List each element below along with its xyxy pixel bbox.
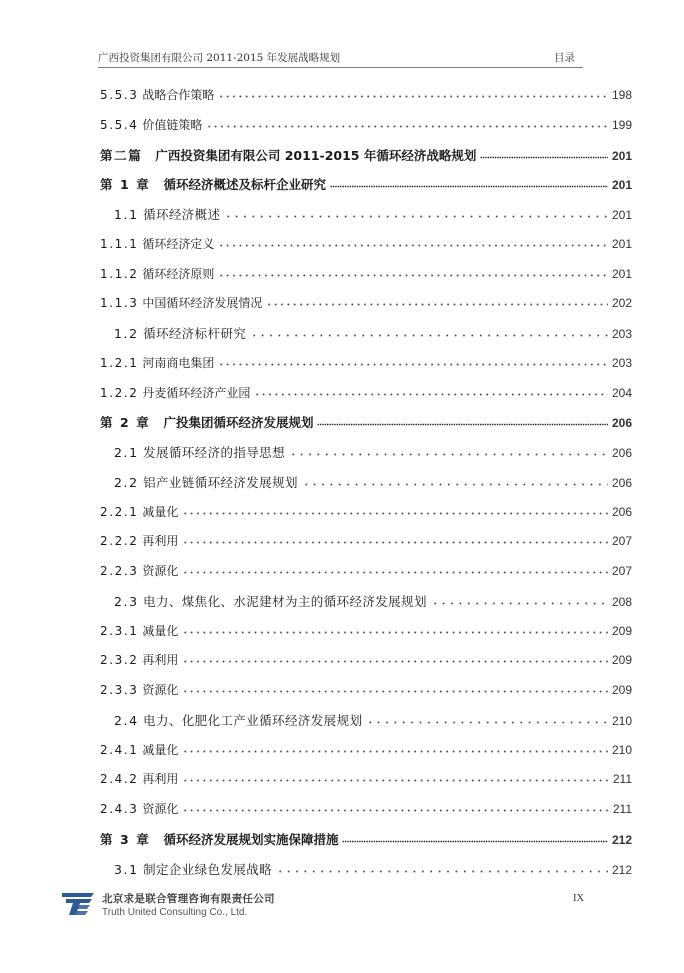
toc-leader-dots xyxy=(182,502,608,515)
toc-leader-dots xyxy=(302,473,608,486)
toc-entry-page: 204 xyxy=(611,386,632,400)
toc-entry[interactable] xyxy=(100,562,632,582)
toc-entry-page: 207 xyxy=(611,564,632,578)
toc-leader-dots xyxy=(182,531,608,544)
toc-entry-page: 211 xyxy=(612,772,632,786)
toc-leader-dots xyxy=(218,234,608,247)
toc-entry-label xyxy=(100,532,178,549)
toc-entry-number: 1.1 xyxy=(114,207,139,222)
toc-entry-page: 206 xyxy=(611,505,632,519)
toc-entry-label xyxy=(100,354,214,371)
toc-entry-number: 1.1.2 xyxy=(100,267,139,281)
toc-entry-title: 铝产业链循环经济发展规划 xyxy=(143,475,298,490)
toc-entry-number: 3.1 xyxy=(114,862,139,877)
toc-entry-page: 203 xyxy=(611,356,632,370)
toc-entry-title: 资源化 xyxy=(142,683,179,697)
toc-entry-page: 209 xyxy=(611,683,632,697)
toc-entry-number: 2.2.1 xyxy=(100,505,139,519)
toc-entry[interactable] xyxy=(100,532,632,552)
toc-entry-label xyxy=(100,562,178,579)
toc-entry-number: 2.3.1 xyxy=(100,624,139,638)
toc-entry-title: 广西投资集团有限公司 2011-2015 年循环经济战略规划 xyxy=(155,148,477,163)
toc-entry-title: 减量化 xyxy=(142,505,179,519)
toc-entry-number: 2.2 xyxy=(114,475,139,490)
toc-entry-label xyxy=(100,413,313,431)
toc-entry-page: 211 xyxy=(612,802,632,816)
toc-leader-dots xyxy=(206,115,608,128)
toc-entry[interactable] xyxy=(100,711,632,731)
toc-entry[interactable] xyxy=(100,205,632,225)
toc-leader-dots xyxy=(182,740,608,753)
toc-entry-page: 208 xyxy=(611,595,632,609)
page-number: IX xyxy=(573,893,585,904)
toc-entry[interactable] xyxy=(100,146,632,166)
toc-entry-label xyxy=(114,711,362,729)
toc-entry[interactable] xyxy=(100,443,632,463)
company-logo-icon xyxy=(60,889,98,917)
toc-leader-dots xyxy=(182,799,608,812)
toc-leader-dots xyxy=(224,205,608,218)
toc-entry[interactable] xyxy=(100,384,632,404)
toc-entry-label xyxy=(114,324,246,342)
toc-leader-dots xyxy=(480,146,608,159)
toc-entry-number: 2.2.2 xyxy=(100,534,139,548)
toc-entry[interactable] xyxy=(100,770,632,790)
toc-entry-page: 201 xyxy=(611,208,632,222)
toc-entry-title: 减量化 xyxy=(142,624,179,638)
toc-leader-dots xyxy=(342,830,607,843)
toc-entry-title: 价值链策略 xyxy=(142,118,203,132)
page-footer xyxy=(60,889,620,929)
toc-entry-label xyxy=(114,860,272,878)
toc-entry[interactable] xyxy=(100,830,632,850)
toc-entry-label xyxy=(100,622,178,639)
toc-entry-title: 电力、化肥化工产业循环经济发展规划 xyxy=(143,713,363,728)
toc-leader-dots xyxy=(182,769,608,782)
toc-entry-page: 203 xyxy=(611,327,632,341)
toc-leader-dots xyxy=(182,650,608,663)
toc-entry-label xyxy=(100,175,326,193)
toc-entry[interactable] xyxy=(100,592,632,612)
section-label: 目录 xyxy=(554,52,575,64)
toc-entry-label xyxy=(100,830,338,848)
toc-entry[interactable] xyxy=(100,265,632,285)
toc-entry-label xyxy=(114,205,220,223)
toc-entry-title: 再利用 xyxy=(142,772,179,786)
toc-entry-label xyxy=(100,503,178,520)
toc-entry[interactable] xyxy=(100,413,632,433)
toc-entry-label xyxy=(100,294,262,311)
toc-entry-title: 循环经济定义 xyxy=(142,237,215,251)
toc-entry-title: 中国循环经济发展情况 xyxy=(142,296,263,310)
toc-entry-label xyxy=(114,443,285,461)
toc-leader-dots xyxy=(254,383,608,396)
toc-leader-dots xyxy=(289,443,608,456)
toc-leader-dots xyxy=(317,413,607,426)
toc-entry-page: 201 xyxy=(611,267,632,281)
toc-leader-dots xyxy=(366,711,608,724)
toc-entry-title: 战略合作策略 xyxy=(142,88,215,102)
toc-entry-title: 河南商电集团 xyxy=(142,356,215,370)
toc-entry-title: 广投集团循环经济发展规划 xyxy=(163,415,314,430)
toc-entry-title: 循环经济发展规划实施保障措施 xyxy=(163,832,339,847)
toc-entry-label xyxy=(114,592,427,610)
toc-entry-number: 第 2 章 xyxy=(100,415,151,430)
toc-entry[interactable] xyxy=(100,741,632,761)
toc-entry-page: 209 xyxy=(611,624,632,638)
toc-entry-title: 减量化 xyxy=(142,743,179,757)
toc-entry-number: 2.4.3 xyxy=(100,802,139,816)
toc-leader-dots xyxy=(330,175,608,188)
toc-entry-page: 212 xyxy=(611,863,632,877)
toc-entry-label xyxy=(100,681,178,698)
toc-entry-title: 循环经济原则 xyxy=(142,267,215,281)
toc-entry-label xyxy=(100,116,202,133)
toc-entry-page: 206 xyxy=(611,416,632,430)
toc-entry-page: 212 xyxy=(611,833,632,847)
toc-entry-title: 循环经济标杆研究 xyxy=(143,326,247,341)
toc-leader-dots xyxy=(276,860,608,873)
toc-entry-title: 电力、煤焦化、水泥建材为主的循环经济发展规划 xyxy=(143,594,427,609)
toc-entry-number: 2.3.2 xyxy=(100,653,139,667)
toc-entry[interactable] xyxy=(100,294,632,314)
toc-entry[interactable] xyxy=(100,622,632,642)
toc-entry-number: 5.5.4 xyxy=(100,118,139,132)
toc-entry-number: 1.2.1 xyxy=(100,356,139,370)
toc-entry-page: 207 xyxy=(611,534,632,548)
toc-entry-number: 1.1.3 xyxy=(100,296,139,310)
toc-leader-dots xyxy=(218,264,608,277)
toc-entry-number: 2.1 xyxy=(114,445,139,460)
toc-leader-dots xyxy=(182,680,608,693)
toc-entry[interactable] xyxy=(100,354,632,374)
toc-entry-title: 循环经济概述 xyxy=(143,207,221,222)
toc-entry-label xyxy=(100,265,214,282)
toc-entry[interactable] xyxy=(100,503,632,523)
toc-entry-number: 第二篇 xyxy=(100,148,143,163)
toc-entry-label xyxy=(100,384,250,401)
toc-entry-number: 2.4.1 xyxy=(100,743,139,757)
toc-entry-page: 198 xyxy=(611,88,632,102)
toc-entry-label xyxy=(114,473,298,491)
toc-entry-number: 1.2 xyxy=(114,326,139,341)
toc-entry-page: 201 xyxy=(611,237,632,251)
toc-leader-dots xyxy=(266,293,608,306)
toc-entry[interactable] xyxy=(100,324,632,344)
toc-entry-number: 2.3.3 xyxy=(100,683,139,697)
toc-entry-number: 5.5.3 xyxy=(100,88,139,102)
toc-entry-number: 第 3 章 xyxy=(100,832,151,847)
toc-entry-label xyxy=(100,770,178,787)
company-name-en: Truth United Consulting Co., Ltd. xyxy=(102,907,248,918)
toc-leader-dots xyxy=(431,592,608,605)
company-name-cn: 北京求是联合管理咨询有限责任公司 xyxy=(102,893,275,905)
toc-leader-dots xyxy=(250,324,608,337)
toc-entry-page: 201 xyxy=(611,149,632,163)
page-header xyxy=(98,48,583,68)
toc-entry-page: 201 xyxy=(611,178,632,192)
toc-entry-label xyxy=(100,741,178,758)
toc-entry-title: 资源化 xyxy=(142,802,179,816)
toc-leader-dots xyxy=(218,85,608,98)
toc-leader-dots xyxy=(218,353,608,366)
toc-entry-number: 1.2.2 xyxy=(100,386,139,400)
toc-entry-title: 资源化 xyxy=(142,564,179,578)
toc-entry-page: 206 xyxy=(611,446,632,460)
toc-entry-number: 第 1 章 xyxy=(100,177,151,192)
toc-entry[interactable] xyxy=(100,116,632,136)
toc-entry-label xyxy=(100,146,476,164)
toc-entry-page: 199 xyxy=(611,118,632,132)
toc-entry[interactable] xyxy=(100,175,632,195)
toc-entry-title: 循环经济概述及标杆企业研究 xyxy=(163,177,326,192)
toc-entry-number: 2.3 xyxy=(114,594,139,609)
toc-entry-label xyxy=(100,800,178,817)
toc-entry[interactable] xyxy=(100,651,632,671)
toc-entry-page: 209 xyxy=(611,653,632,667)
toc-entry-title: 再利用 xyxy=(142,653,179,667)
toc-entry-page: 210 xyxy=(611,714,632,728)
toc-entry-label xyxy=(100,651,178,668)
toc-leader-dots xyxy=(182,561,608,574)
toc-entry-page: 202 xyxy=(611,296,632,310)
toc-entry-title: 发展循环经济的指导思想 xyxy=(143,445,285,460)
toc-entry[interactable] xyxy=(100,473,632,493)
toc-entry-number: 1.1.1 xyxy=(100,237,139,251)
toc-entry[interactable] xyxy=(100,86,632,106)
toc-entry-title: 制定企业绿色发展战略 xyxy=(143,862,273,877)
toc-entry-page: 210 xyxy=(611,743,632,757)
toc-entry-number: 2.2.3 xyxy=(100,564,139,578)
toc-entry-label xyxy=(100,235,214,252)
toc-entry-title: 再利用 xyxy=(142,534,179,548)
toc-entry[interactable] xyxy=(100,681,632,701)
toc-entry-label xyxy=(100,86,214,103)
toc-entry-page: 206 xyxy=(611,476,632,490)
toc-entry[interactable] xyxy=(100,800,632,820)
document-title: 广西投资集团有限公司 2011-2015 年发展战略规划 xyxy=(98,52,341,64)
toc-entry-number: 2.4 xyxy=(114,713,139,728)
toc-entry-number: 2.4.2 xyxy=(100,772,139,786)
toc-entry-title: 丹麦循环经济产业园 xyxy=(142,386,251,400)
toc-entry[interactable] xyxy=(100,860,632,880)
toc-leader-dots xyxy=(182,621,608,634)
toc-entry[interactable] xyxy=(100,235,632,255)
